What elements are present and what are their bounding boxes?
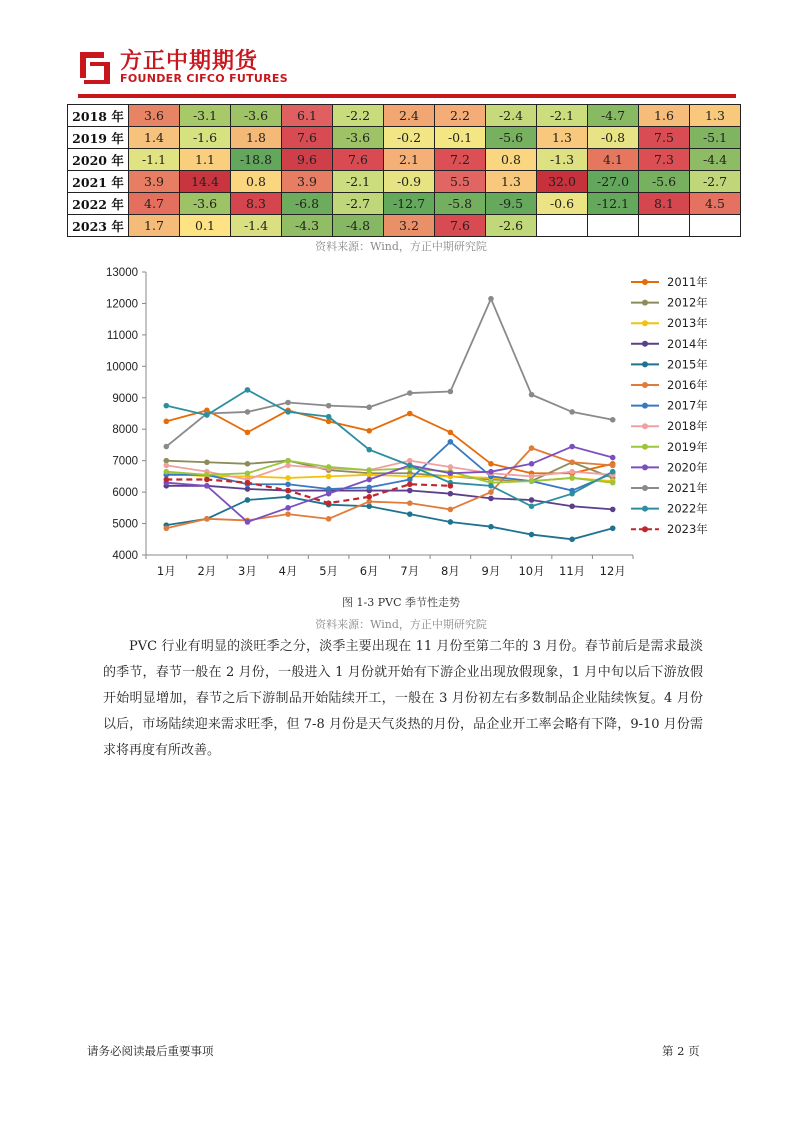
series-line-2022年 [166,390,612,506]
table-cell: -4.8 [333,215,384,237]
data-point [285,458,291,464]
table-cell: -9.5 [486,193,537,215]
table-cell: 7.2 [435,149,486,171]
data-point [448,507,454,513]
table-cell: -0.8 [588,127,639,149]
table-cell: -0.9 [384,171,435,193]
data-point [285,488,291,494]
data-point [163,444,169,450]
legend-label: 2016年 [667,378,708,392]
data-point [163,403,169,409]
legend-marker [642,320,648,326]
table-cell: 1.3 [486,171,537,193]
data-point [569,503,575,509]
y-tick-label: 11000 [106,329,138,342]
x-tick-label: 4月 [278,564,298,578]
table-cell: -1.4 [231,215,282,237]
data-point [366,494,372,500]
data-point [610,417,616,423]
y-tick-label: 4000 [112,550,138,562]
data-point [610,525,616,531]
data-point [245,497,251,503]
data-point [204,412,210,418]
data-point [407,463,413,469]
data-point [529,445,535,451]
table-cell: -3.6 [231,105,282,127]
y-tick-label: 12000 [106,298,138,311]
pvc-seasonal-line-chart [78,260,728,590]
table-cell: -1.3 [537,149,588,171]
table-cell: -0.6 [537,193,588,215]
legend-marker [642,279,648,285]
legend-label: 2019年 [667,439,708,454]
data-point [448,439,454,445]
legend-marker [642,506,648,512]
data-point [569,444,575,450]
data-point [285,494,291,500]
legend-marker [642,423,648,429]
y-tick-label: 5000 [112,518,138,531]
y-tick-label: 6000 [112,487,138,500]
legend-label: 2020年 [667,460,708,475]
table-cell: 3.2 [384,215,435,237]
row-year-label: 2018 年 [68,105,129,127]
table-cell: 8.1 [639,193,690,215]
data-point [407,390,413,396]
data-point [366,447,372,453]
table-cell: -3.6 [180,193,231,215]
data-point [488,496,494,502]
table-cell: -4.3 [282,215,333,237]
data-point [569,536,575,542]
data-point [610,455,616,461]
legend-label: 2011年 [667,275,708,289]
series-line-2012年 [166,461,612,481]
legend-marker [642,444,648,450]
table-row [68,193,741,215]
data-point [326,491,332,497]
table-cell: -0.2 [384,127,435,149]
table-cell: 7.6 [435,215,486,237]
legend-label: 2023年 [667,522,708,537]
table-cell: -2.4 [486,105,537,127]
table-cell: 9.6 [282,149,333,171]
data-point [204,516,210,522]
x-tick-label: 2月 [197,564,217,578]
table-cell: -2.2 [333,105,384,127]
table-cell: 4.1 [588,149,639,171]
data-point [285,481,291,487]
data-point [448,389,454,395]
legend-label: 2017年 [667,398,708,413]
table-cell: -5.1 [690,127,741,149]
x-tick-label: 5月 [319,564,339,578]
header-divider [78,94,736,98]
data-point [326,516,332,522]
legend-marker [642,526,648,532]
data-point [204,477,210,483]
table-cell: 1.3 [537,127,588,149]
data-point [245,409,251,415]
legend-marker [642,485,648,491]
data-point [163,477,169,483]
data-point [245,461,251,467]
data-point [285,505,291,511]
legend-marker [642,403,648,409]
table-source-note: 资料来源：Wind，方正中期研究院 [315,240,487,253]
data-point [488,524,494,530]
data-point [610,463,616,469]
data-point [245,387,251,393]
data-point [245,519,251,525]
data-point [326,474,332,480]
logo-chinese-name: 方正中期期货 [120,49,259,74]
table-cell: 1.7 [129,215,180,237]
data-point [569,491,575,497]
body-paragraph: PVC 行业有明显的淡旺季之分，淡季主要出现在 11 月份至第二年的 3 月份。春节前后是需求最淡的季节，春节一般在 2 月份，一般进入 1 月份就开始有下游企业出现放假现象，1 月中旬以后下游放假开始明显增加，春节之后下游制品开始陆续开工，一般在 3 月份初左右多数制品企业陆续恢复。4 月份以后，市场陆续迎来需求旺季，但 7-8 月份是天气炎热的月份，品企业开工率会略有下降，9-10 月份需求将再度有所改善。 [103,639,703,758]
table-cell: -5.8 [435,193,486,215]
legend-label: 2013年 [667,316,708,331]
y-tick-label: 10000 [106,361,138,374]
table-cell: 1.6 [639,105,690,127]
chart-caption: 图 1-3 PVC 季节性走势 [342,596,460,609]
x-tick-label: 1月 [156,564,176,578]
data-point [163,463,169,469]
table-cell: 1.8 [231,127,282,149]
data-point [163,419,169,425]
table-cell: 0.8 [231,171,282,193]
y-tick-label: 8000 [112,424,138,437]
x-tick-label: 9月 [481,564,501,578]
legend-marker [642,464,648,470]
table-cell [537,215,588,237]
table-cell: 3.9 [282,171,333,193]
legend-label: 2014年 [667,336,708,351]
table-cell: -2.1 [333,171,384,193]
row-year-label: 2019 年 [68,127,129,149]
table-cell: -3.6 [333,127,384,149]
data-point [326,403,332,409]
table-cell: 3.6 [129,105,180,127]
table-cell: 8.3 [231,193,282,215]
table-cell: 14.4 [180,171,231,193]
legend-marker [642,300,648,306]
data-point [448,483,454,489]
data-point [285,409,291,415]
data-point [488,461,494,467]
x-tick-label: 8月 [440,564,460,578]
data-point [245,430,251,436]
legend-marker [642,382,648,388]
data-point [407,500,413,506]
table-cell [588,215,639,237]
data-point [366,477,372,483]
x-tick-label: 7月 [400,564,420,578]
table-cell: -12.1 [588,193,639,215]
data-point [529,503,535,509]
data-point [407,411,413,417]
y-tick-label: 9000 [112,392,138,405]
table-cell: -12.7 [384,193,435,215]
data-point [488,483,494,489]
data-point [204,483,210,489]
x-tick-label: 3月 [238,564,257,578]
data-point [407,488,413,494]
data-point [204,459,210,465]
data-point [163,469,169,475]
table-cell: -5.6 [486,127,537,149]
row-year-label: 2021 年 [68,171,129,193]
table-cell [690,215,741,237]
row-year-label: 2023 年 [68,215,129,237]
y-tick-label: 13000 [106,267,138,279]
table-cell: -1.6 [180,127,231,149]
y-tick-label: 7000 [112,455,138,468]
table-cell: -2.7 [333,193,384,215]
data-point [529,497,535,503]
legend-label: 2015年 [667,357,708,372]
data-point [448,470,454,476]
seasonal-change-table [67,104,741,237]
data-point [448,430,454,436]
page-number: 第 2 页 [662,1044,700,1058]
data-point [448,519,454,525]
chart-source-note: 资料来源：Wind，方正中期研究院 [315,618,487,631]
table-cell: 4.5 [690,193,741,215]
data-point [488,469,494,475]
data-point [163,525,169,531]
data-point [285,475,291,481]
table-cell: 2.2 [435,105,486,127]
table-cell: -3.1 [180,105,231,127]
data-point [245,480,251,486]
data-point [285,400,291,406]
table-row [68,127,741,149]
data-point [326,464,332,470]
table-cell: -6.8 [282,193,333,215]
table-cell: 7.3 [639,149,690,171]
data-point [610,469,616,475]
table-row [68,215,741,237]
footer-disclaimer: 请务必阅读最后重要事项 [87,1044,214,1058]
data-point [488,296,494,302]
data-point [569,469,575,475]
table-cell: -2.6 [486,215,537,237]
table-cell: -1.1 [129,149,180,171]
table-cell: -2.7 [690,171,741,193]
table-cell: 6.1 [282,105,333,127]
table-cell: 1.4 [129,127,180,149]
table-cell: -5.6 [639,171,690,193]
data-point [407,481,413,487]
legend-marker [642,341,648,347]
data-point [407,511,413,517]
data-point [326,414,332,420]
data-point [366,467,372,473]
row-year-label: 2020 年 [68,149,129,171]
data-point [245,470,251,476]
data-point [529,392,535,398]
legend-label: 2022年 [667,501,708,516]
table-cell: 7.6 [333,149,384,171]
x-tick-label: 6月 [359,564,379,578]
data-point [366,485,372,491]
table-cell: 4.7 [129,193,180,215]
table-cell: -27.0 [588,171,639,193]
data-point [285,511,291,517]
data-point [610,480,616,486]
table-cell: 1.3 [690,105,741,127]
legend-label: 2021年 [667,481,708,495]
table-cell: -2.1 [537,105,588,127]
data-point [529,478,535,484]
table-cell: -0.1 [435,127,486,149]
legend-marker [642,361,648,367]
table-cell: 32.0 [537,171,588,193]
legend-label: 2012年 [667,295,708,310]
data-point [610,507,616,513]
table-row [68,171,741,193]
data-point [569,475,575,481]
table-cell: 2.4 [384,105,435,127]
table-row [68,149,741,171]
data-point [529,532,535,538]
table-row [68,105,741,127]
x-tick-label: 12月 [599,564,626,578]
data-point [529,461,535,467]
data-point [366,404,372,410]
x-tick-label: 10月 [518,564,545,578]
table-cell: 0.8 [486,149,537,171]
table-cell: -18.8 [231,149,282,171]
table-cell: 0.1 [180,215,231,237]
table-cell: 3.9 [129,171,180,193]
table-cell: -4.4 [690,149,741,171]
data-point [366,428,372,434]
row-year-label: 2022 年 [68,193,129,215]
table-cell: 5.5 [435,171,486,193]
data-point [326,500,332,506]
table-cell: 2.1 [384,149,435,171]
logo-english-name: FOUNDER CIFCO FUTURES [120,72,288,85]
table-cell: -4.7 [588,105,639,127]
page-header [78,44,738,90]
table-cell: 7.5 [639,127,690,149]
data-point [569,409,575,415]
data-point [488,489,494,495]
data-point [448,491,454,497]
data-point [569,459,575,465]
company-logo-icon [78,48,112,84]
table-cell [639,215,690,237]
x-tick-label: 11月 [559,564,586,578]
legend-label: 2018年 [667,419,708,434]
table-cell: 1.1 [180,149,231,171]
table-cell: 7.6 [282,127,333,149]
